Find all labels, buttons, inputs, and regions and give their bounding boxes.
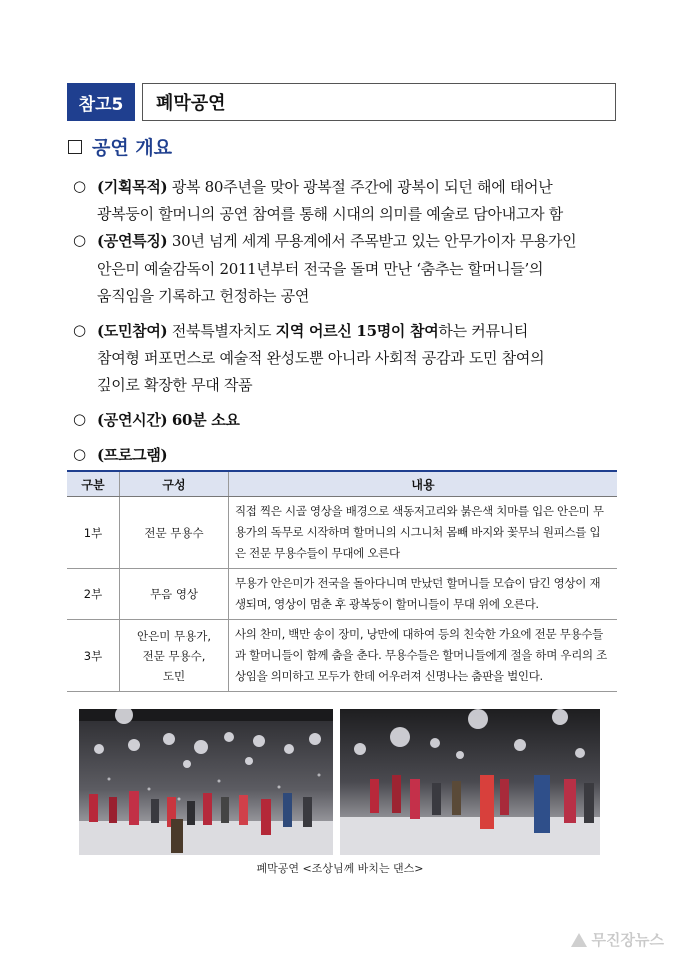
- reference-tag: 참고5: [67, 83, 135, 121]
- header-composition: 구성: [120, 471, 229, 497]
- cell-composition: 전문 무용수: [120, 497, 229, 569]
- bullet-circle-icon: ○: [73, 445, 87, 463]
- cell-composition: 안은미 무용가, 전문 무용수, 도민: [120, 620, 229, 692]
- label-participation: (도민참여): [97, 322, 168, 340]
- header-content: 내용: [229, 471, 618, 497]
- header-part: 구분: [67, 471, 120, 497]
- bullet-circle-icon: ○: [73, 410, 87, 428]
- table-row: [67, 497, 617, 569]
- bullet-circle-icon: ○: [73, 231, 87, 249]
- bullet-purpose-line1: (기획목적) 광복 80주년을 맞아 광복절 주간에 광복이 되던 해에 태어난: [97, 178, 553, 196]
- cell-content: 직접 찍은 시골 영상을 배경으로 색동저고리와 붉은색 치마를 입은 안은미 무용가의 독무로 시작하며 할머니의 시그니처 몸빼 바지와 꽃무늬 원피스를 입은 전문 무용수들이 무대에 오른다: [229, 497, 618, 569]
- label-program: (프로그램): [97, 446, 168, 464]
- performance-photo-right: [340, 709, 600, 855]
- cell-content: 무용가 안은미가 전국을 돌아다니며 만났던 할머니들 모습이 담긴 영상이 재생되며, 영상이 멈춘 후 광복둥이 할머니들이 무대 위에 오른다.: [229, 569, 618, 620]
- bullet-duration-line: (공연시간) 60분 소요: [97, 411, 240, 429]
- checkbox-square-icon: [68, 140, 82, 154]
- program-table: [67, 470, 617, 692]
- page-title: 폐막공연: [156, 93, 226, 114]
- bullet-feature-line1: (공연특징) 30년 넘게 세계 무용계에서 주목받고 있는 안무가이자 무용가인: [97, 232, 577, 250]
- cell-composition: 무음 영상: [120, 569, 229, 620]
- table-header-row: [67, 471, 617, 497]
- photo-caption: 폐막공연 <조상님께 바치는 댄스>: [256, 862, 424, 875]
- bullet-feature-line2: 안은미 예술감독이 2011년부터 전국을 돌며 만난 ‘춤추는 할머니들’의: [97, 260, 544, 278]
- bullet-program-line: [97, 444, 167, 465]
- bullet-feature-line3: 움직임을 기록하고 헌정하는 공연: [97, 287, 310, 305]
- cell-content: 사의 찬미, 백만 송이 장미, 낭만에 대하여 등의 친숙한 가요에 전문 무용수들과 할머니들이 함께 춤을 춘다. 무용수들은 할머니들에게 절을 하며 우리의 조상임을 의미하고 모두가 한데 어우러져 신명나는 춤판을 벌인다.: [229, 620, 618, 692]
- table-row: [67, 620, 617, 692]
- watermark-logo-icon: [570, 932, 588, 948]
- bullet-circle-icon: ○: [73, 177, 87, 195]
- label-feature: (공연특징): [97, 232, 168, 250]
- watermark-text: 무진장뉴스: [591, 931, 664, 949]
- cell-part: 1부: [67, 497, 120, 569]
- performance-photo-left: [79, 709, 333, 855]
- table-row: [67, 569, 617, 620]
- bullet-participation-line3: 깊이로 확장한 무대 작품: [97, 376, 253, 394]
- bullet-participation-line2: 참여형 퍼포먼스로 예술적 완성도뿐 아니라 사회적 공감과 도민 참여의: [97, 349, 545, 367]
- label-duration: (공연시간): [97, 411, 168, 429]
- bullet-participation-line1: (도민참여) 전북특별자치도 지역 어르신 15명이 참여하는 커뮤니티: [97, 322, 529, 340]
- cell-part: 3부: [67, 620, 120, 692]
- section-heading: 공연 개요: [92, 137, 173, 159]
- watermark: [570, 929, 664, 950]
- bullet-circle-icon: ○: [73, 321, 87, 339]
- cell-part: 2부: [67, 569, 120, 620]
- bullet-purpose-line2: 광복둥이 할머니의 공연 참여를 통해 시대의 의미를 예술로 담아내고자 함: [97, 205, 563, 223]
- label-purpose: (기획목적): [97, 178, 168, 196]
